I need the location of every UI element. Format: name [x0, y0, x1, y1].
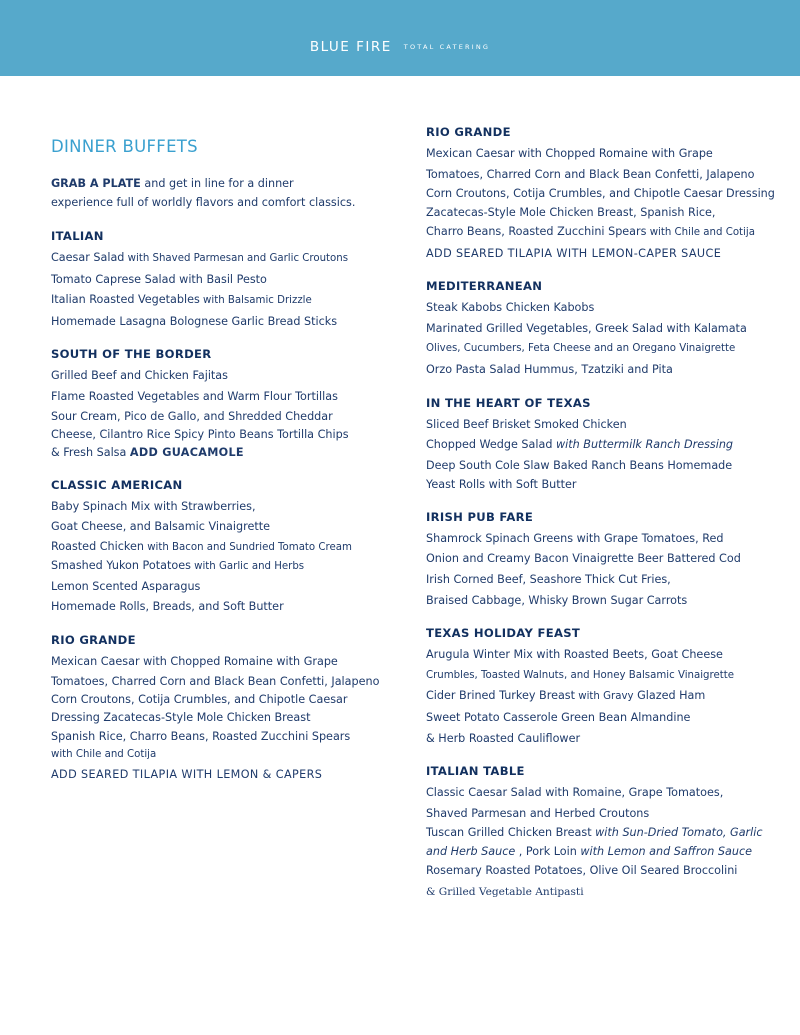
section-heading: IRISH PUB FARE	[426, 509, 534, 524]
menu-line	[426, 824, 786, 842]
section-heading: CLASSIC AMERICAN	[51, 477, 183, 492]
menu-line	[426, 843, 786, 861]
menu-item-detail: with Chile and Cotija	[646, 227, 755, 238]
menu-line: Cheese, Cilantro Rice Spicy Pinto Beans Tortilla Chips	[51, 427, 349, 441]
menu-line: Tomato Caprese Salad with Basil Pesto	[51, 272, 267, 286]
menu-line: Rosemary Roasted Potatoes, Olive Oil Seared Broccolini	[426, 864, 738, 878]
section-heading: ITALIAN TABLE	[426, 764, 525, 779]
menu-line: Dressing Zacatecas-Style Mole Chicken Breast	[51, 711, 311, 725]
add-on-line: ADD SEARED TILAPIA WITH LEMON-CAPER SAUCE	[426, 246, 722, 260]
menu-line	[426, 435, 786, 456]
menu-line: Olives, Cucumbers, Feta Cheese and an Oregano Vinaigrette	[426, 343, 736, 355]
menu-section-italian-table	[426, 763, 786, 902]
add-on-line: ADD SEARED TILAPIA WITH LEMON & CAPERS	[51, 767, 323, 781]
left-column	[51, 137, 396, 799]
menu-line: Sour Cream, Pico de Gallo, and Shredded Cheddar	[51, 409, 333, 423]
menu-line: Goat Cheese, and Balsamic Vinaigrette	[51, 520, 271, 534]
section-heading: RIO GRANDE	[51, 632, 136, 647]
brand-logo	[0, 38, 800, 55]
menu-line: Grilled Beef and Chicken Fajitas	[51, 369, 228, 383]
menu-line: Tomatoes, Charred Corn and Black Bean Confetti, Jalapeno	[51, 674, 380, 688]
menu-line: Lemon Scented Asparagus	[51, 579, 201, 593]
menu-item: Glazed Ham	[633, 689, 706, 703]
menu-line: Corn Croutons, Cotija Crumbles, and Chipotle Caesar Dressing	[426, 187, 775, 201]
menu-line: with Chile and Cotija	[51, 749, 157, 761]
menu-item-detail: with Lemon and Saffron Sauce	[580, 844, 752, 858]
menu-line	[51, 248, 396, 270]
menu-item-detail: with Shaved Parmesan and Garlic Croutons	[124, 253, 349, 264]
menu-section-rio-grande-right	[426, 124, 786, 264]
menu-item: & Fresh Salsa	[51, 446, 130, 460]
menu-line: Classic Caesar Salad with Romaine, Grape Tomatoes,	[426, 786, 724, 800]
menu-section-texas-holiday-feast	[426, 625, 786, 749]
menu-line: Arugula Winter Mix with Roasted Beets, Goat Cheese	[426, 648, 723, 662]
menu-item-detail: with Garlic and Herbs	[190, 561, 305, 573]
menu-item: Chopped Wedge Salad	[426, 438, 556, 452]
page-header-band	[0, 0, 800, 76]
menu-item: , Pork Loin	[515, 844, 581, 858]
menu-line: Deep South Cole Slaw Baked Ranch Beans Homemade	[426, 458, 733, 472]
menu-item-detail: with Bacon and Sundried Tomato Cream	[143, 541, 352, 553]
menu-section-south-of-the-border	[51, 346, 396, 462]
menu-item: Tuscan Grilled Chicken Breast	[426, 826, 596, 840]
menu-line: Shaved Parmesan and Herbed Croutons	[426, 806, 650, 820]
menu-line	[51, 444, 396, 462]
section-heading: IN THE HEART OF TEXAS	[426, 395, 591, 410]
menu-line: Irish Corned Beef, Seashore Thick Cut Fries,	[426, 572, 671, 586]
menu-line: Steak Kabobs Chicken Kabobs	[426, 301, 595, 315]
page-title: DINNER BUFFETS	[51, 137, 198, 156]
menu-line: Zacatecas-Style Mole Chicken Breast, Spanish Rice,	[426, 205, 716, 219]
menu-item-detail: and Herb Sauce	[426, 844, 516, 858]
menu-line: Flame Roasted Vegetables and Warm Flour Tortillas	[51, 389, 338, 403]
menu-line: Sliced Beef Brisket Smoked Chicken	[426, 417, 627, 431]
menu-section-classic-american	[51, 477, 396, 618]
menu-line: Crumbles, Toasted Walnuts, and Honey Balsamic Vinaigrette	[426, 669, 735, 681]
menu-item: Caesar Salad	[51, 251, 125, 264]
menu-line: & Grilled Vegetable Antipasti	[426, 885, 584, 898]
menu-item: Charro Beans, Roasted Zucchini Spears	[426, 225, 647, 238]
menu-line: Spanish Rice, Charro Beans, Roasted Zucchini Spears	[51, 729, 351, 743]
menu-item-detail: with Balsamic Drizzle	[199, 295, 312, 307]
menu-line	[51, 557, 396, 576]
menu-line: Tomatoes, Charred Corn and Black Bean Confetti, Jalapeno	[426, 167, 755, 181]
intro-rest-2: experience full of worldly flavors and comfort classics.	[51, 196, 356, 209]
section-heading: ITALIAN	[51, 229, 104, 243]
menu-section-italian	[51, 228, 396, 332]
menu-line	[426, 686, 786, 708]
section-heading: MEDITERRANEAN	[426, 279, 543, 294]
menu-item: Roasted Chicken	[51, 539, 144, 553]
menu-item-detail: with Gravy	[575, 691, 634, 703]
menu-line	[51, 290, 396, 312]
menu-section-irish-pub-fare	[426, 509, 786, 611]
menu-line: Homemade Rolls, Breads, and Soft Butter	[51, 600, 284, 614]
menu-item: Cider Brined Turkey Breast	[426, 689, 576, 703]
menu-line: Braised Cabbage, Whisky Brown Sugar Carrots	[426, 593, 688, 607]
menu-line: Homemade Lasagna Bolognese Garlic Bread Sticks	[51, 314, 338, 328]
menu-item: Italian Roasted Vegetables	[51, 293, 200, 307]
menu-line: Mexican Caesar with Chopped Romaine with Grape	[426, 147, 713, 160]
menu-section-rio-grande-left	[51, 632, 396, 785]
intro-text	[51, 174, 396, 212]
menu-line: Onion and Creamy Bacon Vinaigrette Beer Battered Cod	[426, 552, 741, 566]
menu-line	[426, 222, 786, 244]
menu-line: Yeast Rolls with Soft Butter	[426, 478, 577, 492]
brand-name: BLUE FIRE	[309, 39, 392, 55]
menu-line: Baby Spinach Mix with Strawberries,	[51, 499, 256, 513]
menu-item-detail: with Sun-Dried Tomato, Garlic	[595, 826, 763, 840]
section-heading: RIO GRANDE	[426, 125, 511, 139]
section-heading: TEXAS HOLIDAY FEAST	[426, 626, 581, 641]
menu-section-mediterranean	[426, 278, 786, 380]
brand-tagline: TOTAL CATERING	[403, 43, 491, 51]
intro-bold: GRAB A PLATE	[51, 177, 141, 190]
menu-line: Sweet Potato Casserole Green Bean Almandine	[426, 710, 691, 724]
menu-item: Smashed Yukon Potatoes	[51, 559, 191, 573]
menu-line: Orzo Pasta Salad Hummus, Tzatziki and Pita	[426, 362, 673, 376]
add-on-label: ADD GUACAMOLE	[129, 446, 244, 460]
section-heading: SOUTH OF THE BORDER	[51, 347, 212, 362]
menu-line: & Herb Roasted Cauliflower	[426, 731, 581, 745]
menu-line: Marinated Grilled Vegetables, Greek Salad with Kalamata	[426, 321, 747, 335]
menu-line: Corn Croutons, Cotija Crumbles, and Chipotle Caesar	[51, 692, 348, 706]
menu-line	[51, 538, 396, 557]
menu-item-detail: with Buttermilk Ranch Dressing	[556, 438, 734, 452]
right-column	[426, 124, 786, 916]
intro-rest-1: and get in line for a dinner	[140, 177, 294, 190]
menu-section-heart-of-texas	[426, 395, 786, 495]
menu-line: Shamrock Spinach Greens with Grape Tomatoes, Red	[426, 531, 724, 545]
menu-line: Mexican Caesar with Chopped Romaine with Grape	[51, 654, 338, 668]
